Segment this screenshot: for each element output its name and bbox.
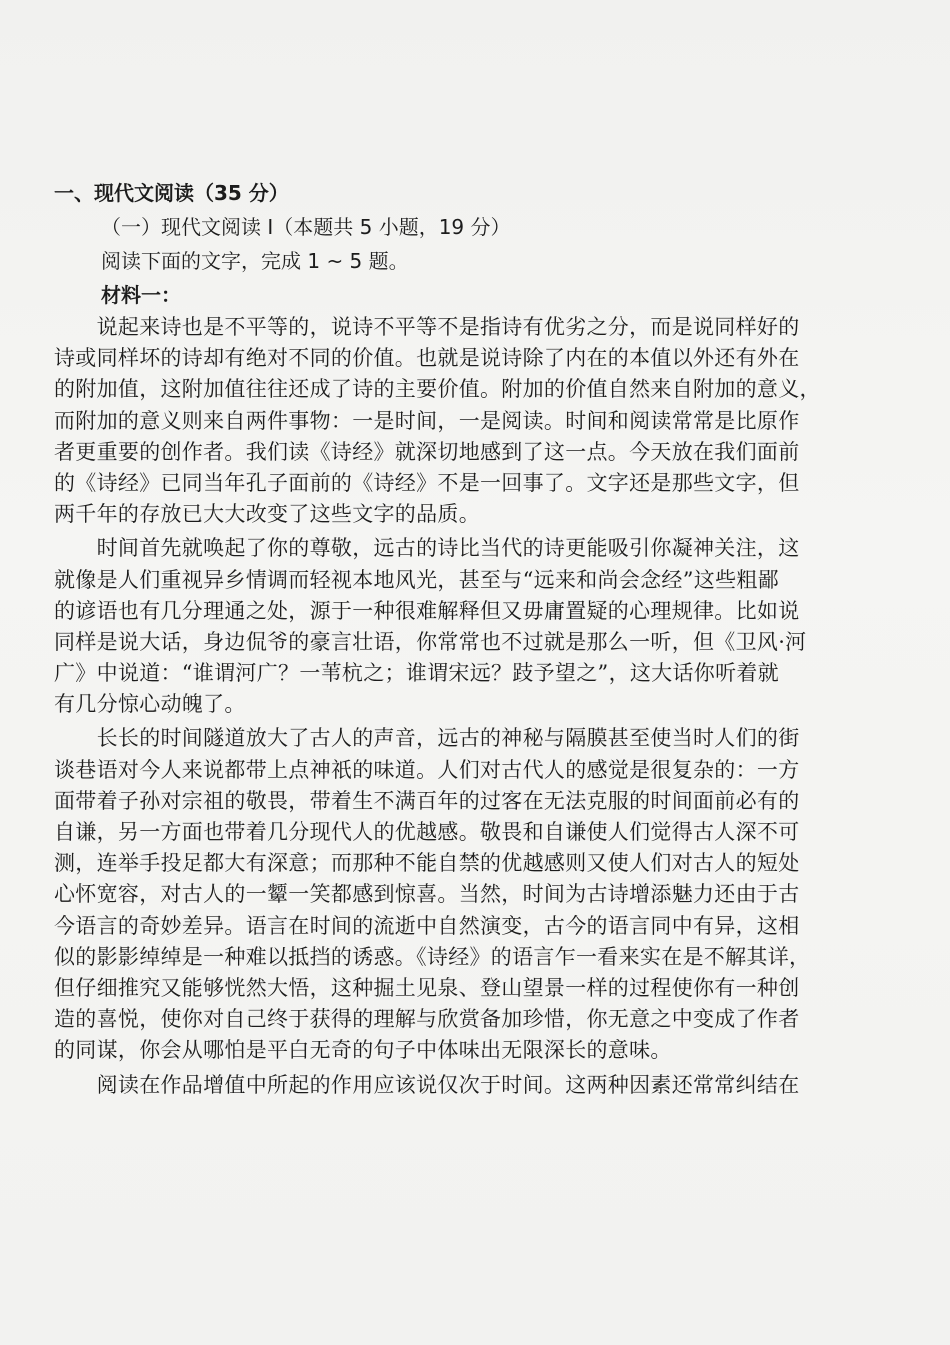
- text-line: 而附加的意义则来自两件事物：一是时间，一是阅读。时间和阅读常常是比原作: [54, 408, 800, 433]
- material-label: 材料一：: [101, 283, 181, 307]
- text-line: 今语言的奇妙差异。语言在时间的流逝中自然演变，古今的语言同中有异，这相: [54, 913, 800, 938]
- reading-instruction: 阅读下面的文字，完成 1 ~ 5 题。: [101, 249, 409, 273]
- text-line: 时间首先就唤起了你的尊敬，远古的诗比当代的诗更能吸引你凝神关注，这: [54, 536, 800, 561]
- article-paragraph: [54, 1070, 909, 1101]
- text-line: 长长的时间隧道放大了古人的声音，远古的神秘与隔膜甚至使当时人们的街: [54, 726, 800, 751]
- text-line: 诗或同样坏的诗却有绝对不同的价值。也就是说诗除了内在的本值以外还有外在: [54, 346, 800, 371]
- section-subtitle: （一）现代文阅读 I（本题共 5 小题，19 分）: [101, 215, 511, 239]
- article-paragraph: [54, 723, 909, 1066]
- article-body: [54, 312, 909, 1101]
- section-title: 一、现代文阅读（35 分）: [54, 181, 289, 205]
- text-line: 两千年的存放已大大改变了这些文字的品质。: [54, 502, 480, 527]
- article-paragraph: [54, 312, 909, 530]
- text-line: 面带着子孙对宗祖的敬畏，带着生不满百年的过客在无法克服的时间面前必有的: [54, 788, 800, 813]
- text-line: 同样是说大话，身边侃爷的豪言壮语，你常常也不过就是那么一听，但《卫风·河: [54, 629, 807, 654]
- text-line: 但仔细推究又能够恍然大悟，这种掘土见泉、登山望景一样的过程使你有一种创: [54, 975, 800, 1000]
- text-line: 的《诗经》已同当年孔子面前的《诗经》不是一回事了。文字还是那些文字，但: [54, 470, 800, 495]
- text-line: 自谦，另一方面也带着几分现代人的优越感。敬畏和自谦使人们觉得古人深不可: [54, 820, 800, 844]
- text-line: 的谚语也有几分理通之处，源于一种很难解释但又毋庸置疑的心理规律。比如说: [54, 598, 800, 623]
- text-line: 谈巷语对今人来说都带上点神祇的味道。人们对古代人的感觉是很复杂的：一方: [54, 757, 800, 782]
- text-line: 阅读在作品增值中所起的作用应该说仅次于时间。这两种因素还常常纠结在: [54, 1072, 800, 1097]
- text-line: 测，连举手投足都大有深意；而那种不能自禁的优越感则又使人们对古人的短处: [54, 851, 800, 876]
- text-line: 有几分惊心动魄了。: [54, 692, 246, 717]
- text-line: 者更重要的创作者。我们读《诗经》就深切地感到了这一点。今天放在我们面前: [54, 439, 800, 464]
- text-line: 似的影影绰绰是一种难以抵挡的诱惑。《诗经》的语言乍一看来实在是不解其详，: [54, 944, 811, 969]
- text-line: 心怀宽容，对古人的一颦一笑都感到惊喜。当然，时间为古诗增添魅力还由于古: [54, 882, 800, 907]
- article-paragraph: [54, 533, 909, 720]
- text-line: 的附加值，这附加值往往还成了诗的主要价值。附加的价值自然来自附加的意义，: [54, 377, 821, 402]
- text-line: 广》中说道：“谁谓河广？一苇杭之；谁谓宋远？跂予望之”，这大话你听着就: [54, 661, 779, 686]
- text-line: 造的喜悦，使你对自己终于获得的理解与欣赏备加珍惜，你无意之中变成了作者: [54, 1007, 800, 1032]
- text-line: 就像是人们重视异乡情调而轻视本地风光，甚至与“远来和尚会念经”这些粗鄙: [54, 567, 779, 592]
- text-line: 说起来诗也是不平等的，说诗不平等不是指诗有优劣之分，而是说同样好的: [54, 315, 800, 339]
- text-line: 的同谋，你会从哪怕是平白无奇的句子中体味出无限深长的意味。: [54, 1038, 672, 1063]
- page-content: [54, 176, 909, 1101]
